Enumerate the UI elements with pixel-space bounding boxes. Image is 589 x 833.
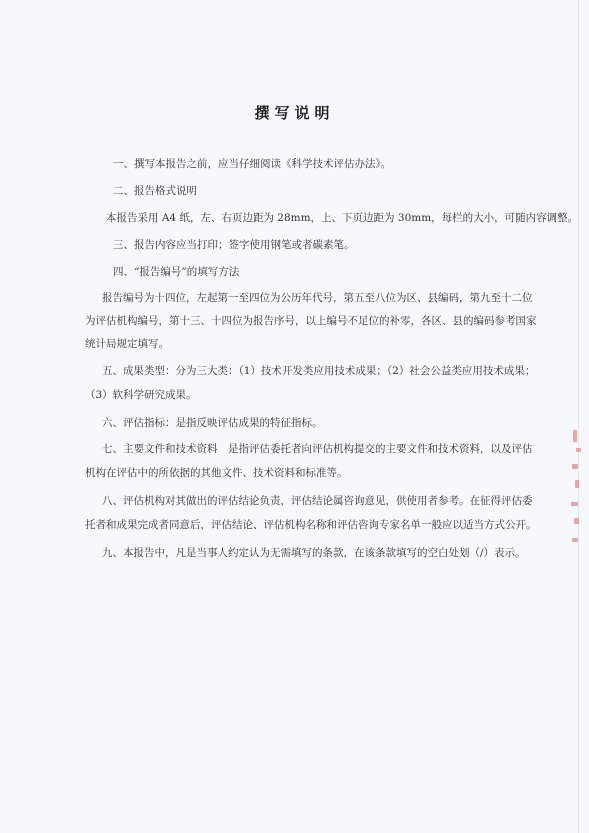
instruction-8-line-2: 托者和成果完成者同意后，评估结论、评估机构名称和评估咨询专家名单一般应以适当方式公开。 <box>85 519 537 531</box>
instruction-4-body-line-1: 报告编号为十四位，左起第一至四位为公历年代号，第五至八位为区、县编码，第九至十二位 <box>102 292 533 304</box>
instruction-6: 六、评估指标：是指反映评估成果的特征指标。 <box>102 417 323 429</box>
instruction-5-line-2: （3）软科学研究成果。 <box>85 389 197 401</box>
page-edge <box>578 0 579 833</box>
instruction-2-heading: 二、报告格式说明 <box>113 185 197 197</box>
instruction-8-line-1: 八、评估机构对其做出的评估结论负责，评估结论属咨询意见，供使用者参考。在征得评估委 <box>102 495 533 507</box>
instruction-2-body: 本报告采用 A4 纸，左、右页边距为 28mm，上、下页边距为 30mm，每栏的大小，可随内容调整。 <box>106 212 579 224</box>
instruction-9: 九、本报告中，凡是当事人约定认为无需填写的条款，在该条款填写的空白处划（/）表示。 <box>102 547 526 559</box>
instruction-7-line-1: 七、主要文件和技术资料 是指评估委托者向评估机构提交的主要文件和技术资料，以及评估 <box>102 443 533 455</box>
instruction-3: 三、报告内容应当打印；签字使用钢笔或者碳素笔。 <box>113 239 355 251</box>
instruction-4-body-line-3: 统计局规定填写。 <box>85 338 169 350</box>
seal-stamp-fragment <box>570 430 584 550</box>
instruction-5-line-1: 五、成果类型：分为三大类：（1）技术开发类应用技术成果；（2）社会公益类应用技术成果； <box>102 365 536 377</box>
page-title: 撰写说明 <box>254 104 335 122</box>
instruction-7-line-2: 机构在评估中的所依据的其他文件、技术资料和标准等。 <box>85 467 348 479</box>
instruction-1: 一、撰写本报告之前，应当仔细阅读《科学技术评估办法》。 <box>113 158 392 170</box>
instruction-4-heading: 四、“报告编号”的填写方法 <box>113 266 240 278</box>
instruction-4-body-line-2: 为评估机构编号，第十三、十四位为报告序号，以上编号不足位的补零，各区、县的编码参考国家 <box>85 315 537 327</box>
